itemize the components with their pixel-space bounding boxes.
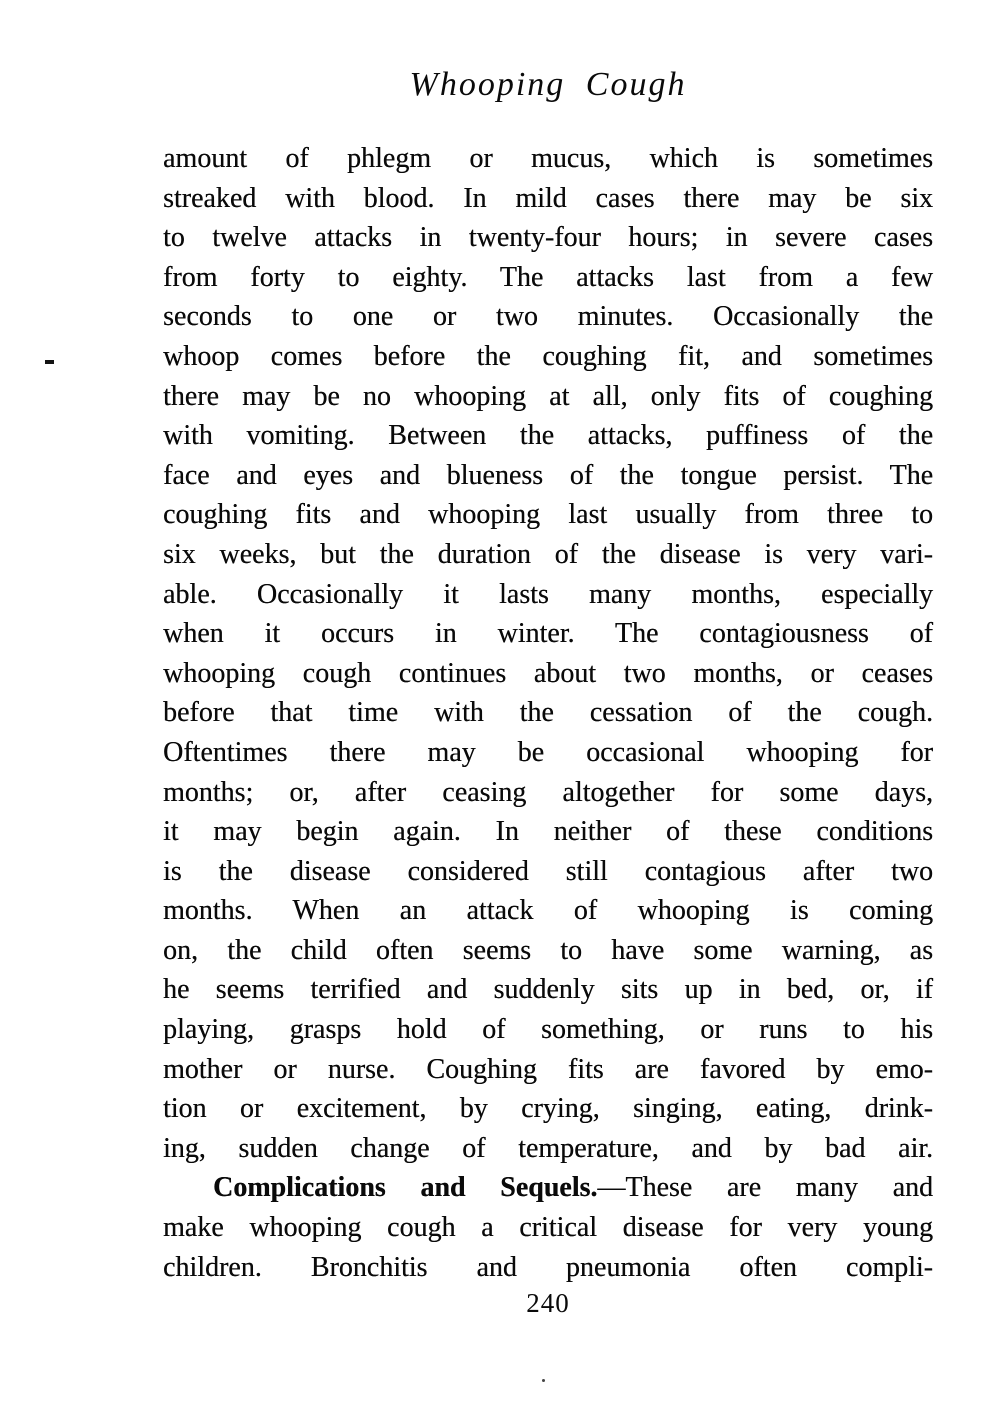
text-line: when it occurs in winter. The contagiousness of: [163, 618, 933, 650]
text-line: from forty to eighty. The attacks last from a few: [163, 261, 933, 293]
text-line: coughing fits and whooping last usually from three to: [163, 499, 933, 531]
text-line: six weeks, but the duration of the disease is very vari-: [163, 538, 933, 570]
section-heading: Complications and Sequels.: [213, 1172, 598, 1204]
text-line: ing, sudden change of temperature, and by bad air.: [163, 1132, 933, 1164]
text-line: on, the child often seems to have some warning, as: [163, 934, 933, 966]
text-line: Oftentimes there may be occasional whooping for: [163, 736, 933, 768]
text-line: able. Occasionally it lasts many months, especially: [163, 578, 933, 610]
text-line: streaked with blood. In mild cases there may be six: [163, 182, 933, 214]
section-heading-rest: —These are many and: [597, 1172, 933, 1204]
page-number: 240: [526, 1288, 570, 1318]
text-line: playing, grasps hold of something, or runs to his: [163, 1014, 933, 1046]
text-line: face and eyes and blueness of the tongue persist. The: [163, 459, 933, 491]
text-line: there may be no whooping at all, only fits of coughing: [163, 380, 933, 412]
text-line: months; or, after ceasing altogether for some days,: [163, 776, 933, 808]
text-line: with vomiting. Between the attacks, puffiness of the: [163, 420, 933, 452]
body-text: [163, 139, 933, 1287]
text-line: children. Bronchitis and pneumonia often compli-: [163, 1251, 933, 1283]
scan-artifact-dot: [542, 1379, 545, 1382]
text-line: seconds to one or two minutes. Occasionally the: [163, 301, 933, 333]
text-line: tion or excitement, by crying, singing, eating, drink-: [163, 1093, 933, 1125]
scan-artifact-dash: [45, 360, 54, 364]
text-line: he seems terrified and suddenly sits up in bed, or, if: [163, 974, 933, 1006]
text-line: before that time with the cessation of the cough.: [163, 697, 933, 729]
text-line: is the disease considered still contagious after two: [163, 855, 933, 887]
text-line: make whooping cough a critical disease for very young: [163, 1212, 933, 1244]
text-line: months. When an attack of whooping is coming: [163, 895, 933, 927]
text-line: amount of phlegm or mucus, which is sometimes: [163, 143, 933, 174]
text-line: whooping cough continues about two months, or ceases: [163, 657, 933, 689]
section-heading-line: [163, 1168, 933, 1208]
text-line: it may begin again. In neither of these conditions: [163, 816, 933, 848]
text-line: mother or nurse. Coughing fits are favored by emo-: [163, 1053, 933, 1085]
text-line: whoop comes before the coughing fit, and sometimes: [163, 340, 933, 372]
text-line: to twelve attacks in twenty-four hours; in severe cases: [163, 222, 933, 254]
page-title: Whooping Cough: [409, 66, 687, 103]
